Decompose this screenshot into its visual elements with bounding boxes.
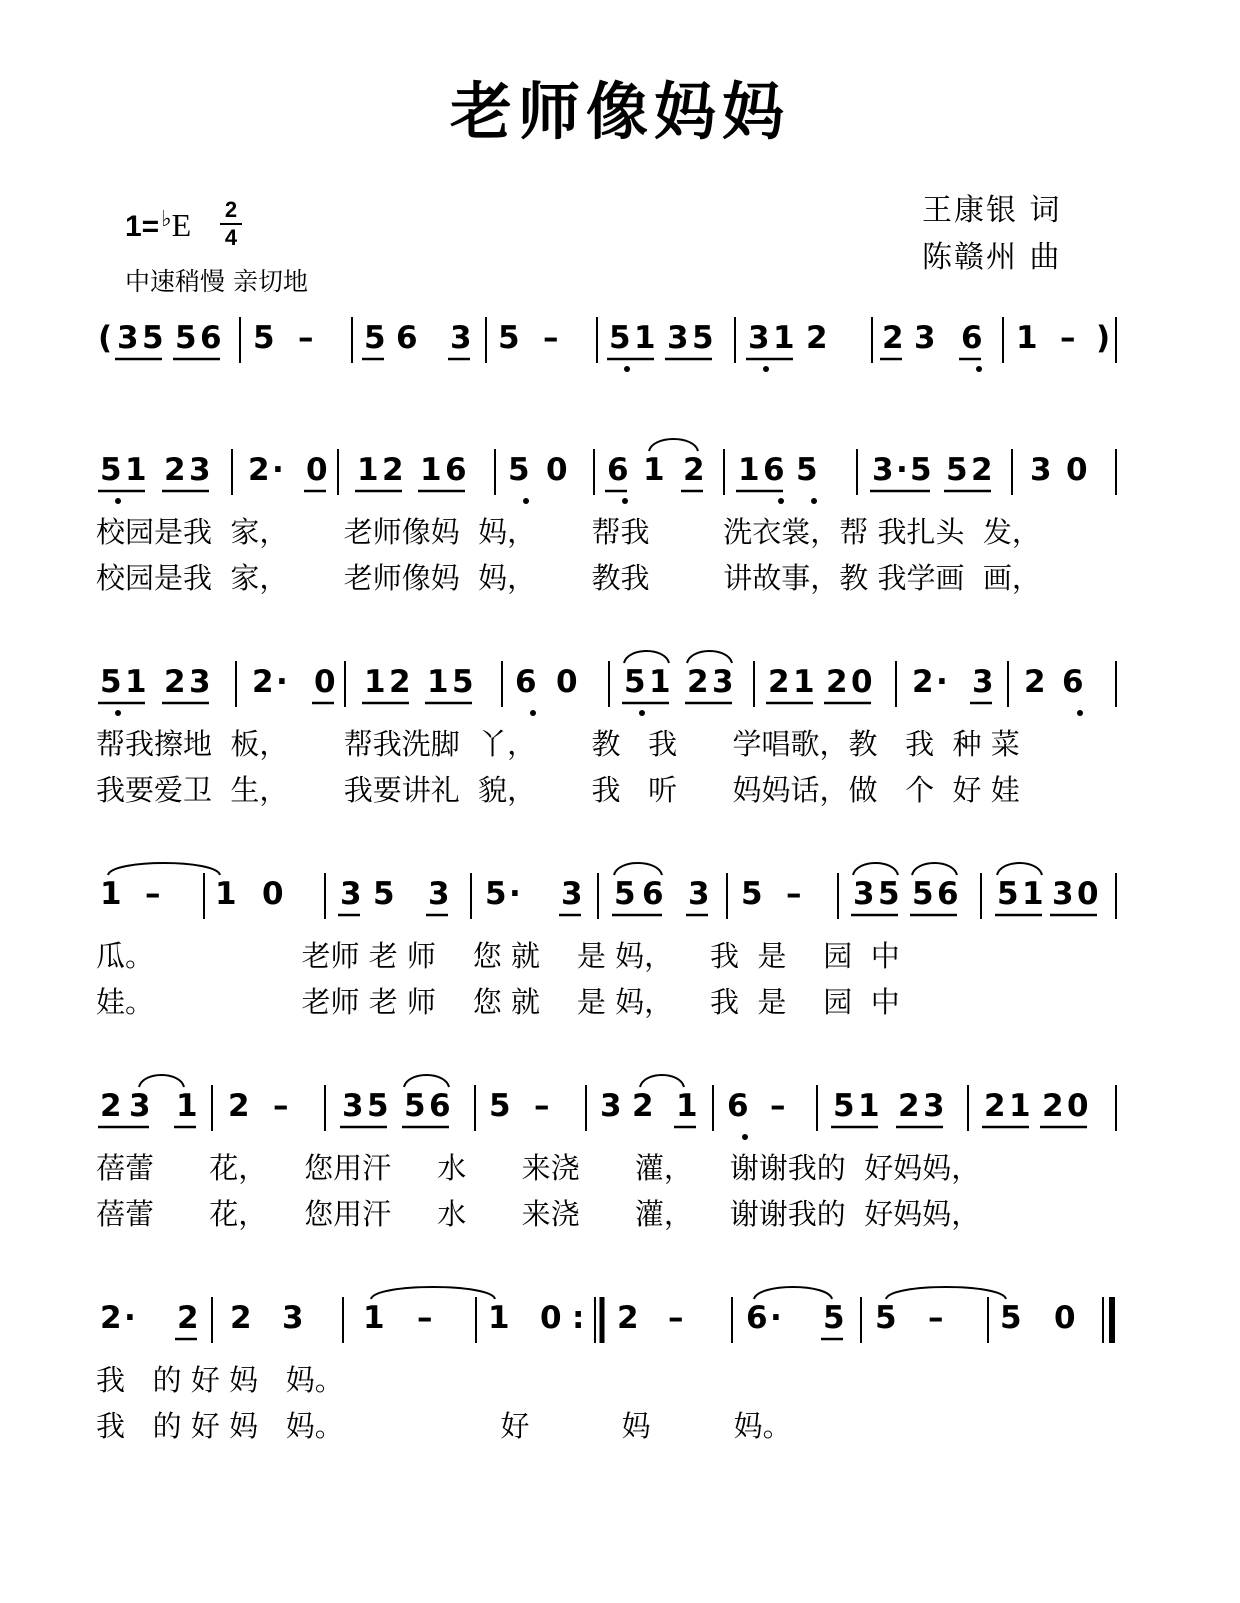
note-glyph: · — [124, 1300, 136, 1336]
note-glyph: 2 — [1042, 1088, 1064, 1124]
note-glyph: 0 — [1054, 1300, 1076, 1336]
note-glyph: 5 — [910, 452, 932, 488]
note-glyph: ) — [1096, 320, 1111, 356]
note-glyph: 3 — [914, 320, 936, 356]
note-glyph: 0 — [1077, 876, 1099, 912]
note-glyph: 5 — [741, 876, 763, 912]
note-glyph: 5 — [364, 320, 386, 356]
note-glyph: – — [534, 1088, 550, 1124]
note-glyph: 3 — [117, 320, 139, 356]
note-glyph: 6 — [515, 664, 537, 700]
note-glyph: 1 — [125, 664, 147, 700]
note-glyph: 3 — [450, 320, 472, 356]
note-glyph: – — [1060, 320, 1076, 356]
note-glyph: 2 — [882, 320, 904, 356]
note-glyph: 2 — [617, 1300, 639, 1336]
note-glyph: 3 — [1052, 876, 1074, 912]
note-glyph: 6 — [937, 876, 959, 912]
note-glyph: 1 — [649, 664, 671, 700]
note-glyph: 0 — [851, 664, 873, 700]
note-glyph: 1 — [676, 1088, 698, 1124]
key-prefix: 1= — [125, 210, 160, 243]
note-glyph: 1 — [858, 1088, 880, 1124]
note-glyph: 2 — [971, 452, 993, 488]
note-glyph: – — [668, 1300, 684, 1336]
note-glyph: 1 — [176, 1088, 198, 1124]
lyrics-row-2-verse-1: 校园是我 家， 老师像妈 妈， 帮我 洗衣裳，帮 我扎头 发， — [96, 515, 1041, 549]
note-glyph: 3 — [428, 876, 450, 912]
note-glyph: 6 — [445, 452, 467, 488]
note-glyph: 5 — [833, 1088, 855, 1124]
song-title: 老师像妈妈 — [449, 75, 790, 148]
note-glyph: 1 — [1022, 876, 1044, 912]
lyrics-row-6-verse-1: 我 的 好 妈 妈。 — [96, 1363, 344, 1397]
note-glyph: – — [417, 1300, 433, 1336]
note-glyph: 5 — [404, 1088, 426, 1124]
note-glyph: 6 — [763, 452, 785, 488]
note-glyph: 5 — [175, 320, 197, 356]
note-glyph: 5 — [100, 664, 122, 700]
note-glyph: 6 — [642, 876, 664, 912]
note-glyph: 1 — [427, 664, 449, 700]
note-glyph: – — [770, 1088, 786, 1124]
note-glyph: – — [786, 876, 802, 912]
note-glyph: 3 — [340, 876, 362, 912]
note-glyph: 5 — [796, 452, 818, 488]
note-glyph: · — [896, 452, 908, 488]
note-glyph: 2 — [768, 664, 790, 700]
note-glyph: 5 — [142, 320, 164, 356]
note-glyph: – — [928, 1300, 944, 1336]
lyrics-row-5-verse-1: 蓓蕾 花， 您用汗 水 来浇 灌， 谢谢我的 好妈妈， — [96, 1151, 981, 1185]
lyrics-row-6-verse-2: 我 的 好 妈 妈。 好 妈 妈。 — [96, 1409, 792, 1443]
lyrics-row-4-verse-2: 娃。 老师 老 师 您 就 是 妈， 我 是 园 中 — [96, 985, 900, 1019]
note-glyph: 1 — [364, 664, 386, 700]
note-glyph: 3 — [129, 1088, 151, 1124]
note-glyph: 5 — [489, 1088, 511, 1124]
note-glyph: 2 — [984, 1088, 1006, 1124]
note-glyph: 1 — [363, 1300, 385, 1336]
note-glyph: 0 — [1066, 452, 1088, 488]
note-glyph: 1 — [100, 876, 122, 912]
note-glyph: – — [273, 1088, 289, 1124]
note-glyph: 2 — [100, 1088, 122, 1124]
note-glyph: 5 — [498, 320, 520, 356]
note-glyph: 6 — [200, 320, 222, 356]
note-glyph: – — [145, 876, 161, 912]
note-glyph: 2 — [230, 1300, 252, 1336]
note-glyph: 5 — [100, 452, 122, 488]
note-glyph: 0 — [1067, 1088, 1089, 1124]
note-glyph: 6 — [429, 1088, 451, 1124]
note-glyph: 3 — [712, 664, 734, 700]
note-glyph: 5 — [1000, 1300, 1022, 1336]
note-glyph: 1 — [634, 320, 656, 356]
note-glyph: 5 — [624, 664, 646, 700]
note-glyph: 5 — [875, 1300, 897, 1336]
note-glyph: 3 — [667, 320, 689, 356]
note-glyph: · — [272, 452, 284, 488]
note-glyph: 0 — [546, 452, 568, 488]
lyrics-row-3-verse-1: 帮我擦地 板， 帮我洗脚 丫， 教 我 学唱歌，教 我 种 菜 — [96, 727, 1020, 761]
note-glyph: 1 — [773, 320, 795, 356]
note-glyph: 5 — [508, 452, 530, 488]
note-glyph: 2 — [683, 452, 705, 488]
note-glyph: 1 — [1009, 1088, 1031, 1124]
note-glyph: · — [276, 664, 288, 700]
note-glyph: 5 — [373, 876, 395, 912]
note-glyph: 3 — [189, 452, 211, 488]
time-signature-bottom: 4 — [224, 225, 238, 250]
note-glyph: 0 — [556, 664, 578, 700]
note-glyph: 1 — [488, 1300, 510, 1336]
note-glyph: 2 — [228, 1088, 250, 1124]
note-glyph: · — [936, 664, 948, 700]
note-glyph: 5 — [912, 876, 934, 912]
time-signature-top: 2 — [224, 197, 238, 222]
note-glyph: 5 — [823, 1300, 845, 1336]
flat-sign: ♭ — [161, 206, 172, 231]
note-glyph: 2 — [687, 664, 709, 700]
note-glyph: 3 — [600, 1088, 622, 1124]
note-glyph: 0 — [314, 664, 336, 700]
note-glyph: 5 — [609, 320, 631, 356]
note-glyph: 2 — [382, 452, 404, 488]
note-glyph: 6 — [727, 1088, 749, 1124]
note-glyph: · — [770, 1300, 782, 1336]
note-glyph: 5 — [997, 876, 1019, 912]
note-glyph: 2 — [252, 664, 274, 700]
note-glyph: 1 — [357, 452, 379, 488]
note-glyph: 5 — [946, 452, 968, 488]
note-glyph: 5 — [452, 664, 474, 700]
note-glyph: 3 — [1030, 452, 1052, 488]
note-glyph: 3 — [972, 664, 994, 700]
lyrics-row-5-verse-2: 蓓蕾 花， 您用汗 水 来浇 灌， 谢谢我的 好妈妈， — [96, 1197, 981, 1231]
note-glyph: 5 — [614, 876, 636, 912]
note-glyph: – — [298, 320, 314, 356]
note-glyph: 2 — [164, 664, 186, 700]
note-glyph: 2 — [164, 452, 186, 488]
note-glyph: 2 — [100, 1300, 122, 1336]
note-glyph: 6 — [1062, 664, 1084, 700]
lyrics-row-2-verse-2: 校园是我 家， 老师像妈 妈， 教我 讲故事，教 我学画 画， — [96, 561, 1041, 595]
note-glyph: 3 — [872, 452, 894, 488]
note-glyph: 2 — [248, 452, 270, 488]
note-glyph: 3 — [853, 876, 875, 912]
note-glyph: 5 — [367, 1088, 389, 1124]
note-glyph: 0 — [540, 1300, 562, 1336]
note-glyph: 3 — [688, 876, 710, 912]
note-glyph: : — [572, 1300, 585, 1336]
lyrics-row-4-verse-1: 瓜。 老师 老 师 您 就 是 妈， 我 是 园 中 — [96, 939, 900, 973]
note-glyph: 1 — [738, 452, 760, 488]
note-glyph: ( — [98, 320, 113, 356]
note-glyph: 0 — [262, 876, 284, 912]
note-glyph: 1 — [125, 452, 147, 488]
note-glyph: 3 — [342, 1088, 364, 1124]
note-glyph: 5 — [878, 876, 900, 912]
note-glyph: 1 — [643, 452, 665, 488]
note-glyph: 6 — [961, 320, 983, 356]
note-glyph: 3 — [282, 1300, 304, 1336]
note-glyph: 5 — [692, 320, 714, 356]
note-glyph: 3 — [189, 664, 211, 700]
note-glyph: 1 — [215, 876, 237, 912]
note-glyph: – — [543, 320, 559, 356]
note-glyph: 2 — [806, 320, 828, 356]
note-glyph: 3 — [561, 876, 583, 912]
note-glyph: 6 — [607, 452, 629, 488]
note-glyph: · — [509, 876, 521, 912]
note-glyph: 2 — [389, 664, 411, 700]
note-glyph: 3 — [748, 320, 770, 356]
note-glyph: 1 — [1016, 320, 1038, 356]
note-glyph: 5 — [485, 876, 507, 912]
note-glyph: 2 — [1024, 664, 1046, 700]
note-glyph: 0 — [306, 452, 328, 488]
key-note: E — [171, 207, 192, 243]
lyricist-credit: 王康银 词 — [922, 193, 1062, 228]
note-glyph: 3 — [923, 1088, 945, 1124]
note-glyph: 2 — [177, 1300, 199, 1336]
note-glyph: 2 — [632, 1088, 654, 1124]
tempo-marking: 中速稍慢 亲切地 — [125, 267, 308, 296]
note-glyph: 2 — [898, 1088, 920, 1124]
lyrics-row-3-verse-2: 我要爱卫 生， 我要讲礼 貌， 我 听 妈妈话，做 个 好 娃 — [96, 773, 1020, 807]
note-glyph: 2 — [826, 664, 848, 700]
note-glyph: 2 — [912, 664, 934, 700]
note-glyph: 1 — [793, 664, 815, 700]
note-glyph: 6 — [746, 1300, 768, 1336]
composer-credit: 陈赣州 曲 — [922, 240, 1062, 275]
note-glyph: 6 — [396, 320, 418, 356]
note-glyph: 5 — [253, 320, 275, 356]
note-glyph: 1 — [420, 452, 442, 488]
